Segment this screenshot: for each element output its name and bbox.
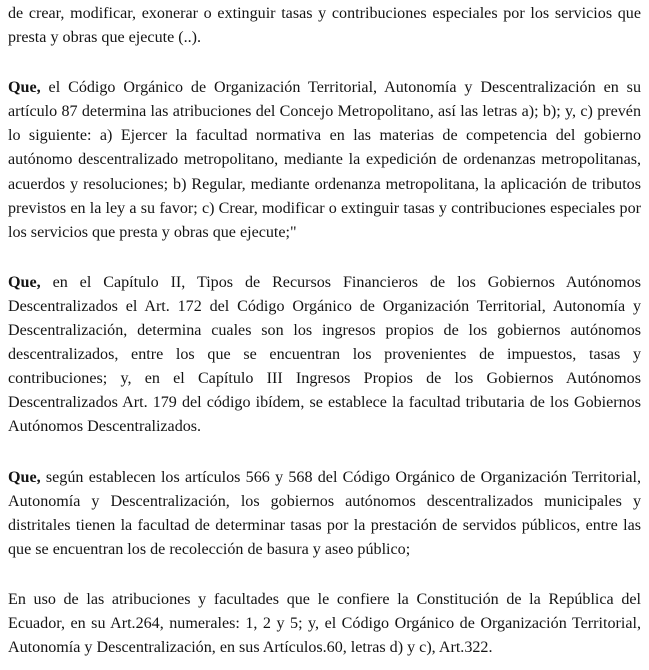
paragraph-lead: Que,	[8, 79, 41, 97]
paragraph-lead: Que,	[8, 273, 41, 291]
paragraph-en-uso-atribuciones	[8, 588, 641, 660]
paragraph-text: el Código Orgánico de Organización Territorial, Autonomía y Descentralización en su artículo 87 determina las atribuciones del Concejo Metropolitano, así las letras a); b); y, c) prevén lo siguiente: a) Ejercer la facultad normativa en las materias de competencia del gobierno autónomo descentralizado metropolitano, mediante la expedición de ordenanzas metropolitanas, acuerdos y resoluciones; b) Regular, mediante ordenanza metropolitana, la aplicación de tributos previstos en la ley a su favor; c) Crear, modificar o extinguir tasas y contribuciones especiales por los servicios que presta y obras que ejecute;"	[8, 79, 641, 241]
paragraph-que-article-87	[8, 76, 641, 245]
paragraph-lead: Que,	[8, 468, 41, 486]
paragraph-text: en el Capítulo II, Tipos de Recursos Financieros de los Gobiernos Autónomos Descentralizados el Art. 172 del Código Orgánico de Organización Territorial, Autonomía y Descentralización, determina cuales son los ingresos propios de los gobiernos autónomos descentralizados, entre los que se encuentran los provenientes de impuestos, tasas y contribuciones; y, en el Capítulo III Ingresos Propios de los Gobiernos Autónomos Descentralizados Art. 179 del código ibídem, se establece la facultad tributaria de los Gobiernos Autónomos Descentralizados.	[8, 273, 641, 436]
paragraph-intro-continuation	[8, 2, 641, 50]
paragraph-text: según establecen los artículos 566 y 568 del Código Orgánico de Organización Territorial, Autonomía y Descentralización, los gobiernos autónomos descentralizados municipales y distritales tienen la facultad de determinar tasas por la prestación de servidos públicos, entre las que se encuentran los de recolección de basura y aseo público;	[8, 468, 641, 558]
paragraph-text: En uso de las atribuciones y facultades que le confiere la Constitución de la República del Ecuador, en su Art.264, numerales: 1, 2 y 5; y, el Código Orgánico de Organización Territorial, Autonomía y Descentralización, en sus Artículos.60, letras d) y c), Art.322.	[8, 590, 641, 657]
paragraph-que-articles-566-568	[8, 466, 641, 562]
paragraph-text: de crear, modificar, exonerar o extinguir tasas y contribuciones especiales por los servicios que presta y obras que ejecute (..).	[8, 5, 641, 47]
paragraph-que-chapter-ii	[8, 271, 641, 440]
